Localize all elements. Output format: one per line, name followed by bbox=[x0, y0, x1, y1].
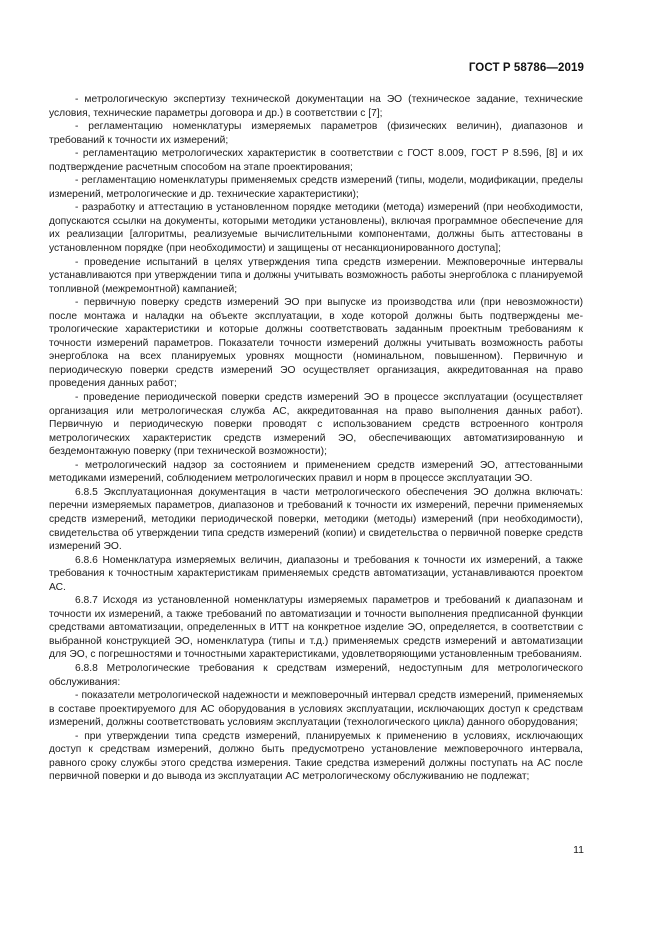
paragraph-6-8-8: 6.8.8 Метрологические требования к средствам измерений, недоступным для метрологического обслуживания: bbox=[49, 662, 583, 688]
paragraph-method-certification: - разработку и аттестацию в установленном порядке методики (метода) измерений (при необходимости, допускаются ссылки на документы, которыми методики установлены), включая программное обеспечение для их реализации [алгоритмы, реализуемые вычислительными компонентами, должны быть аттестованы в установленном порядке (при необходимости) и защищены от несанкционированного доступа]; bbox=[49, 202, 583, 255]
paragraph-6-8-6: 6.8.6 Номенклатура измеряемых величин, диапазоны и требования к точности их измерений, а также требования к точностным характеристикам применяемых средств автоматизации, устанавливаются проектом АС. bbox=[49, 554, 583, 593]
paragraph-metrological-supervision: - метрологический надзор за состоянием и применением средств измерений ЭО, аттестованными методиками измерений, соблюдением метрологических правил и норм в процессе эксплуатации ЭО. bbox=[49, 459, 583, 485]
paragraph-periodic-verification: - проведение периодической поверки средств измерений ЭО в процессе эксплуатации (осуществляет организация или метрологическая служба АС, аккредитованная на право выполнения данных работ). Первичную и периодическую поверки проводят с использованием средств встроенного контроля метрологических характеристик средств измерений ЭО, обеспечивающих автоматизированную и бездемонтажную поверку (при технической возможности); bbox=[49, 392, 583, 458]
paragraph-type-approval-tests: - проведение испытаний в целях утверждения типа средств измерении. Межповерочные интервалы устанавливаются при утверждении типа и должны учитывать возможность работы энергоблока с планируемой топливной (межремонтной) кампанией; bbox=[49, 256, 583, 295]
paragraph-type-approval-inaccessible: - при утверждении типа средств измерений, планируемых к применению в условиях, исключающих доступ к средствам измерений, должно быть предусмотрено установление межповерочного интервала, равного сроку службы этого средства измерения. Такие средства измерений должны поступать на АС после первичной поверки и до вывода из эксплуатации АС метрологическому обслуживанию не подлежат; bbox=[49, 730, 583, 783]
paragraph-6-8-5: 6.8.5 Эксплуатационная документация в части метрологического обеспечения ЭО должна включать: перечни измеряемых параметров, диапазонов и требований к точности их измерений, перечни применяемых средств измерений, методики периодической поверки, методики (методы) измерений (при необходимости), свидетельства об утверждении типа средств измерений (копии) и свидетельства о первичной поверке средств измерений ЭО. bbox=[49, 486, 583, 553]
page-number: 11 bbox=[573, 844, 584, 856]
paragraph-metrological-characteristics: - регламентацию метрологических характеристик в соответствии с ГОСТ 8.009, ГОСТ Р 8.596, [8] и их подтверждение расчетным способом на этапе проектирования; bbox=[49, 148, 583, 173]
paragraph-6-8-7: 6.8.7 Исходя из установленной номенклатуры измеряемых параметров и требований к диапазонам и точности их измерений, а также требований по автоматизации и точности выполнения предписанной функции средствами автоматизации, определенных в ИТТ на конкретное изделие ЭО, определяется, в соответствии с выбранной конструкцией ЭО, номенклатура (типы и т.д.) применяемых средств измерений и автоматизации для ЭО, с погрешностями и точностными характеристиками, удовлетворяющими установленным требованиям. bbox=[49, 595, 583, 661]
paragraph-instrument-nomenclature: - регламентацию номенклатуры применяемых средств измерений (типы, модели, модификации, пределы измерений, метрологические и др. технические характеристики); bbox=[49, 175, 583, 200]
paragraph-reliability-indicators: - показатели метрологической надежности и межповерочный интервал средств измерений, применяемых в составе проектируемого для АС оборудования в условиях эксплуатации, исключающих доступ к средствам измерений, должны соответствовать условиям эксплуатации (технологического цикла) данного оборудования; bbox=[49, 690, 583, 729]
paragraph-parameter-nomenclature: - регламентацию номенклатуры измеряемых параметров (физических величин), диапазонов и требований к точности их измерений; bbox=[49, 121, 583, 146]
document-body bbox=[49, 93, 583, 784]
paragraph-initial-verification: - первичную поверку средств измерений ЭО при выпуске из производства или (при невозможности) после монтажа и наладки на объекте эксплуатации, в ходе которой должны быть подтверждены метрологические характеристики и которые должны соответствовать заданным проектным требованиям к точности измерений параметров. Показатели точности измерений должны учитывать возможность работы энергоблока на всех планируемых уровнях мощности (номинальном, повышенном). Первичную и периодическую поверки средств измерений ЭО осуществляет организация, аккредитованная на право проведения данных работ; bbox=[49, 297, 583, 390]
paragraph-metrological-expertise: - метрологическую экспертизу технической документации на ЭО (техническое задание, технические условия, технические параметры договора и др.) в соответствии с [7]; bbox=[49, 94, 583, 119]
standard-header: ГОСТ Р 58786—2019 bbox=[468, 62, 584, 74]
